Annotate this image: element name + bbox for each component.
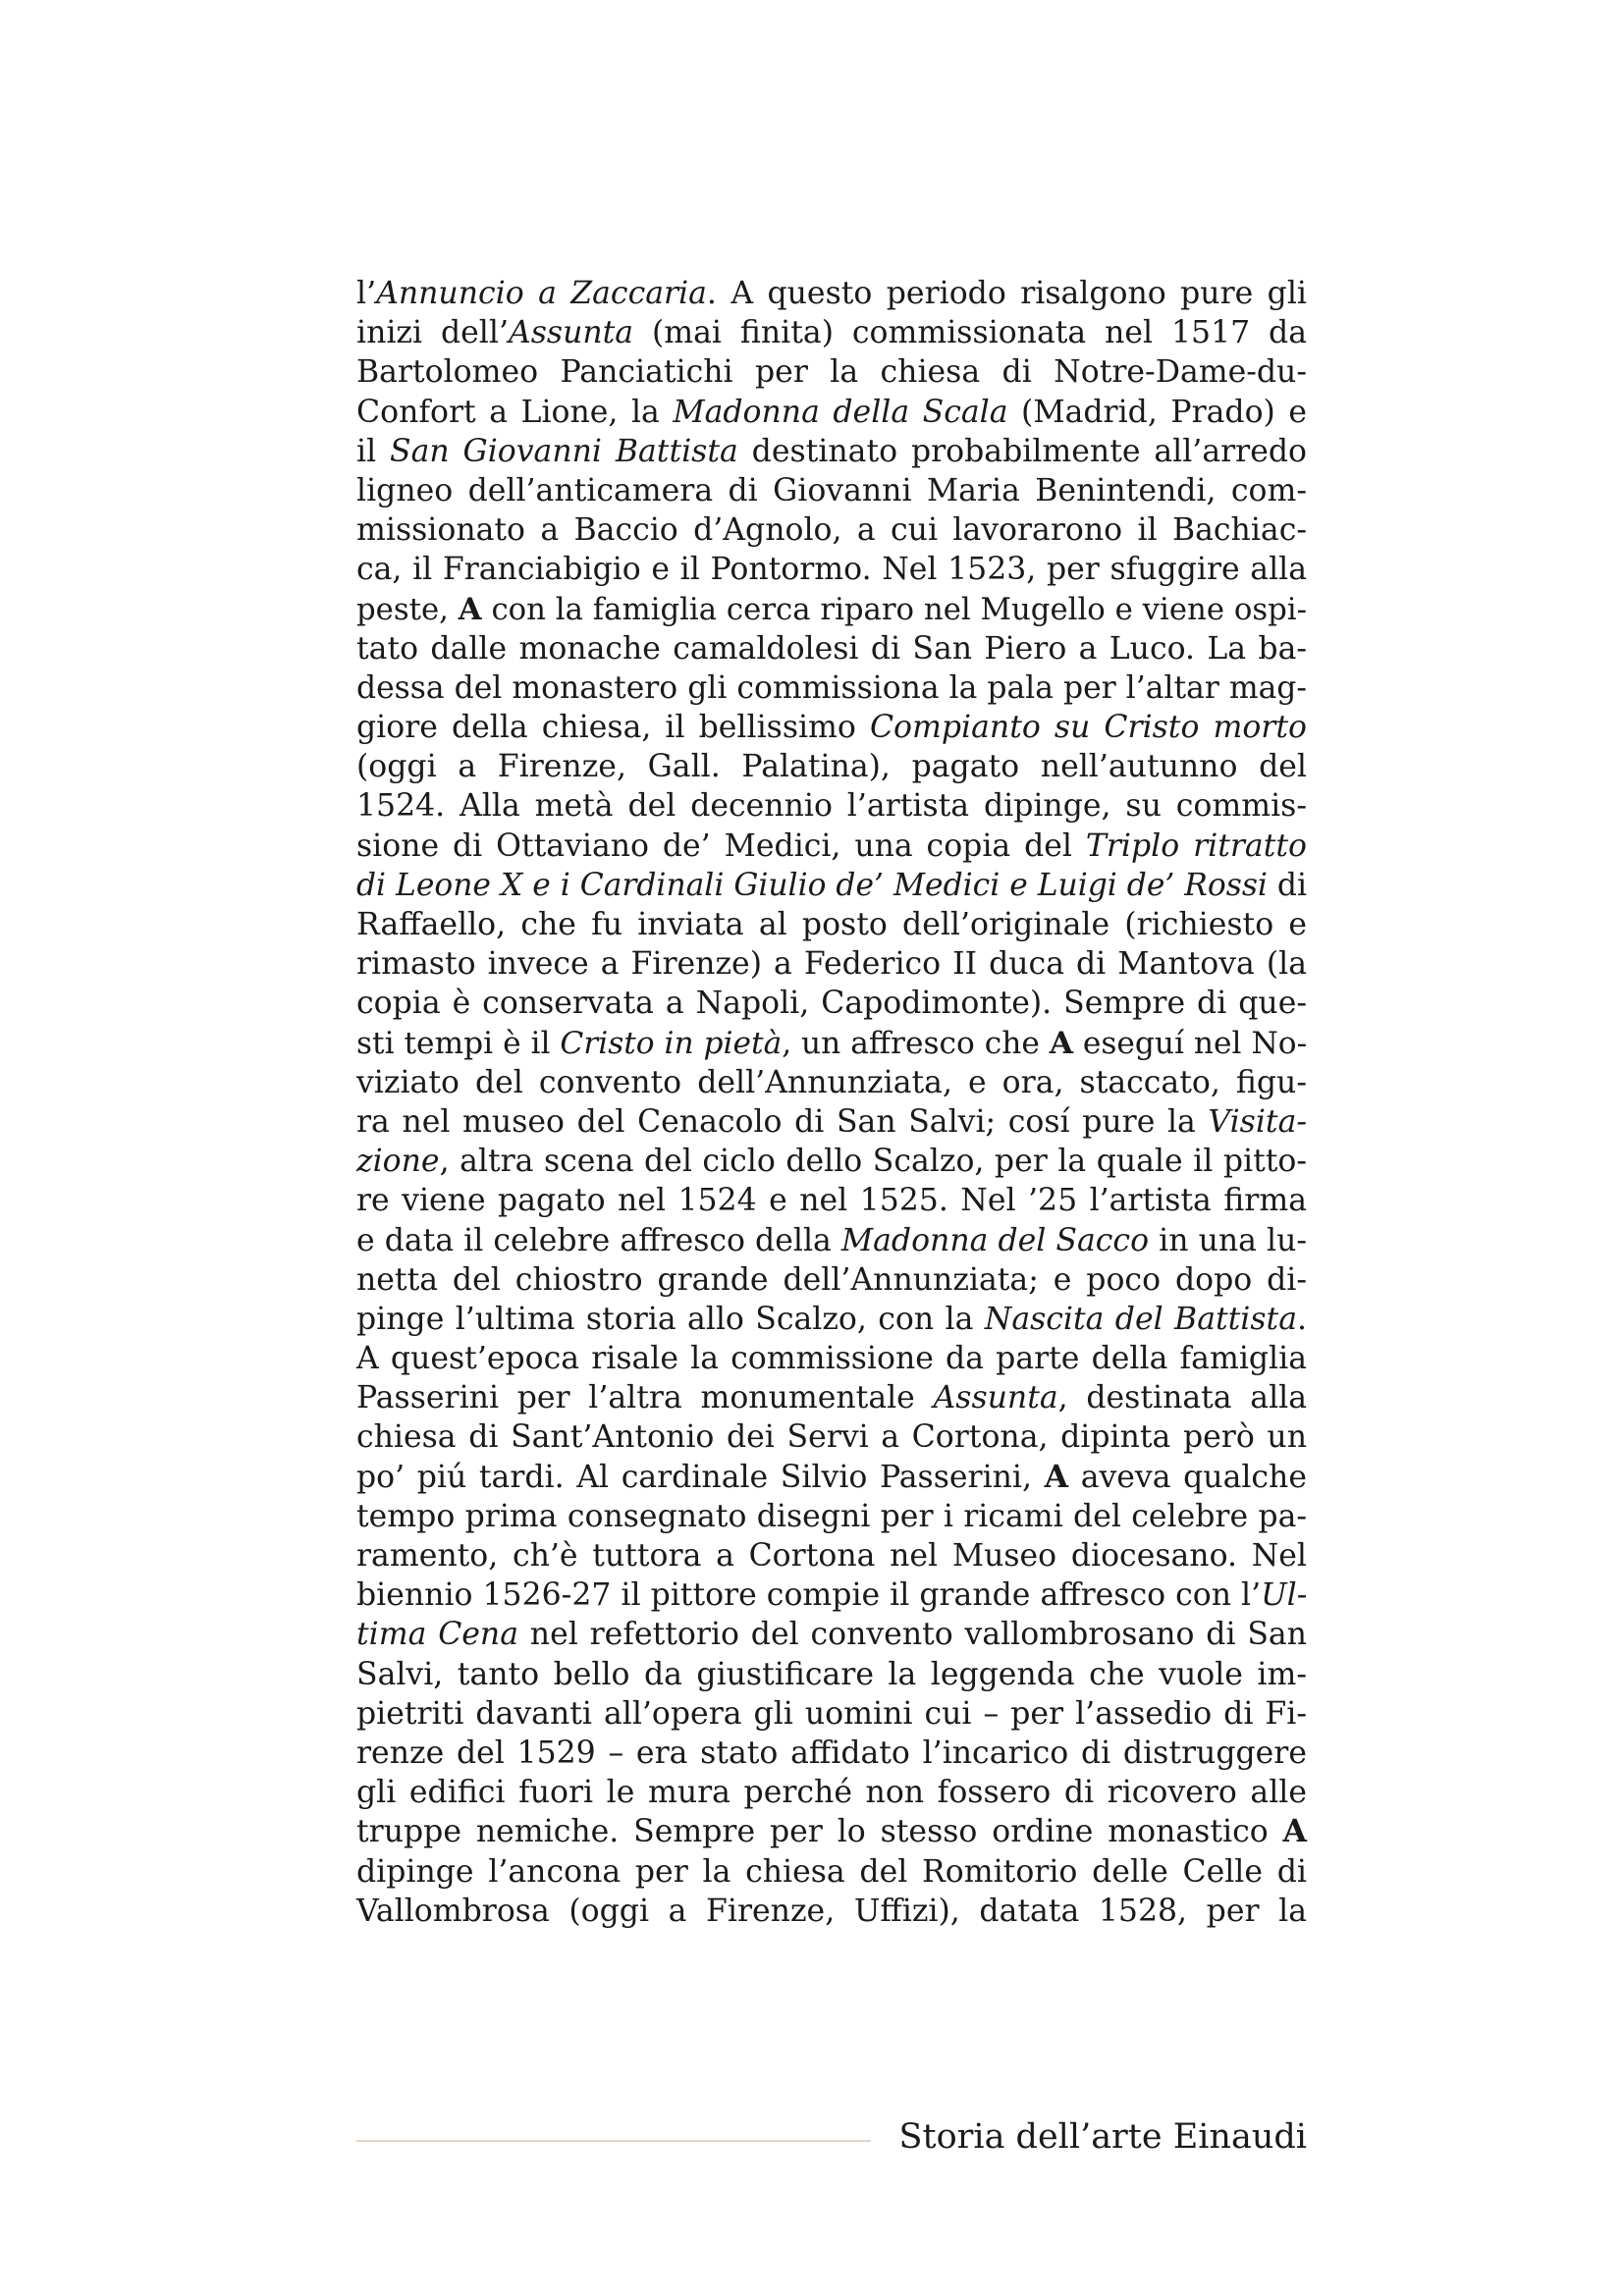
text-line: Confort a Lione, la Madonna della Scala (Madrid, Prado) e [356,394,1307,430]
italic-title: Triplo ritratto [1085,828,1307,864]
text-line: dessa del monastero gli commissiona la pala per l’altar mag- [356,669,1307,706]
italic-title: Madonna della Scala [673,394,1008,430]
text-line: giore della chiesa, il bellissimo Compianto su Cristo morto [356,710,1307,746]
text-line: di Leone X e i Cardinali Giulio de’ Medici e Luigi de’ Rossi di [356,867,1307,903]
body-text [356,274,1307,1931]
text-line: biennio 1526-27 il pittore compie il grande affresco con l’Ul- [356,1577,1308,1614]
text-line: rimasto invece a Firenze) a Federico II duca di Mantova (la [356,946,1307,983]
text-line: peste, A con la famiglia cerca riparo nel Mugello e viene ospi- [356,591,1307,627]
text-line: tempo prima consegnato disegni per i ricami del celebre pa- [356,1498,1307,1534]
text-line: tima Cena nel refettorio del convento vallombrosano di San [356,1617,1307,1653]
text-line: (oggi a Firenze, Gall. Palatina), pagato nell’autunno del [356,749,1307,785]
author-initial: A [1282,1813,1307,1850]
text-line: pinge l’ultima storia allo Scalzo, con la Nascita del Battista. [356,1301,1307,1337]
text-line: netta del chiostro grande dell’Annunziata; e poco dopo di- [356,1261,1307,1298]
italic-title: Assunta [933,1380,1058,1416]
footer-rule [356,2140,871,2142]
text-line: gli edifici fuori le mura perché non fossero di ricovero alle [356,1775,1307,1811]
text-line: l’Annuncio a Zaccaria. A questo periodo risalgono pure gli [356,276,1307,311]
text-line: ramento, ch’è tuttora a Cortona nel Museo diocesano. Nel [356,1538,1307,1574]
italic-title: Annuncio a Zaccaria [376,276,707,311]
text-line: Vallombrosa (oggi a Firenze, Uffizi), datata 1528, per la [356,1893,1307,1929]
text-line: ca, il Franciabigio e il Pontormo. Nel 1523, per sfuggire alla [356,552,1307,588]
text-line: sti tempi è il Cristo in pietà, un affresco che A eseguí nel No- [356,1025,1308,1061]
italic-title: Madonna del Sacco [840,1222,1150,1258]
text-line: il San Giovanni Battista destinato probabilmente all’arredo [356,433,1307,469]
text-line: Bartolomeo Panciatichi per la chiesa di Notre-Dame-du- [356,354,1307,391]
text-line: ligneo dell’anticamera di Giovanni Maria Benintendi, com- [356,472,1307,508]
text-line: Raffaello, che fu inviata al posto dell’originale (richiesto e [356,907,1307,942]
text-line: Passerini per l’altra monumentale Assunta, destinata alla [356,1380,1307,1416]
text-line: po’ piú tardi. Al cardinale Silvio Passerini, A aveva qualche [356,1458,1307,1495]
text-line: inizi dell’Assunta (mai finita) commissionata nel 1517 da [356,315,1307,351]
italic-title: di Leone X e i Cardinali Giulio de’ Medici e Luigi de’ Rossi [356,867,1268,903]
author-initial: A [1049,1025,1073,1061]
italic-title: San Giovanni Battista [390,433,738,469]
text-line: sione di Ottaviano de’ Medici, una copia del Triplo ritratto [356,828,1307,864]
italic-title: Assunta [508,315,634,351]
text-line: Salvi, tanto bello da giustificare la leggenda che vuole im- [356,1656,1307,1692]
italic-title: Ul- [1261,1577,1308,1614]
text-line: 1524. Alla metà del decennio l’artista dipinge, su commis- [356,788,1307,825]
text-line: zione, altra scena del ciclo dello Scalzo, per la quale il pitto- [356,1144,1307,1180]
italic-title: Visita- [1208,1103,1307,1140]
footer-title: Storia dell’arte Einaudi [898,2117,1307,2157]
text-line: tato dalle monache camaldolesi di San Piero a Luco. La ba- [356,630,1307,667]
text-line: pietriti davanti all’opera gli uomini cui – per l’assedio di Fi- [356,1695,1307,1732]
author-initial: A [1044,1458,1069,1495]
italic-title: Cristo in pietà [560,1025,783,1061]
text-line: e data il celebre affresco della Madonna del Sacco in una lu- [356,1222,1308,1258]
italic-title: zione [356,1144,440,1180]
text-line: chiesa di Sant’Antonio dei Servi a Cortona, dipinta però un [356,1419,1307,1456]
italic-title: Nascita del Battista [984,1301,1297,1337]
text-line: viziato del convento dell’Annunziata, e ora, staccato, figu- [356,1064,1307,1100]
text-line: truppe nemiche. Sempre per lo stesso ordine monastico A [356,1813,1307,1850]
text-line: copia è conservata a Napoli, Capodimonte). Sempre di que- [356,986,1307,1022]
text-line: ra nel museo del Cenacolo di San Salvi; cosí pure la Visita- [356,1103,1307,1140]
text-line: dipinge l’ancona per la chiesa del Romitorio delle Celle di [356,1853,1307,1890]
text-line: renze del 1529 – era stato affidato l’incarico di distruggere [356,1735,1307,1771]
author-initial: A [458,591,482,627]
italic-title: tima Cena [356,1617,518,1653]
italic-title: Compianto su Cristo morto [869,710,1307,746]
text-line: missionato a Baccio d’Agnolo, a cui lavorarono il Bachiac- [356,512,1307,549]
text-line: A quest’epoca risale la commissione da parte della famiglia [356,1341,1307,1377]
text-line: re viene pagato nel 1524 e nel 1525. Nel ’25 l’artista firma [356,1183,1307,1219]
